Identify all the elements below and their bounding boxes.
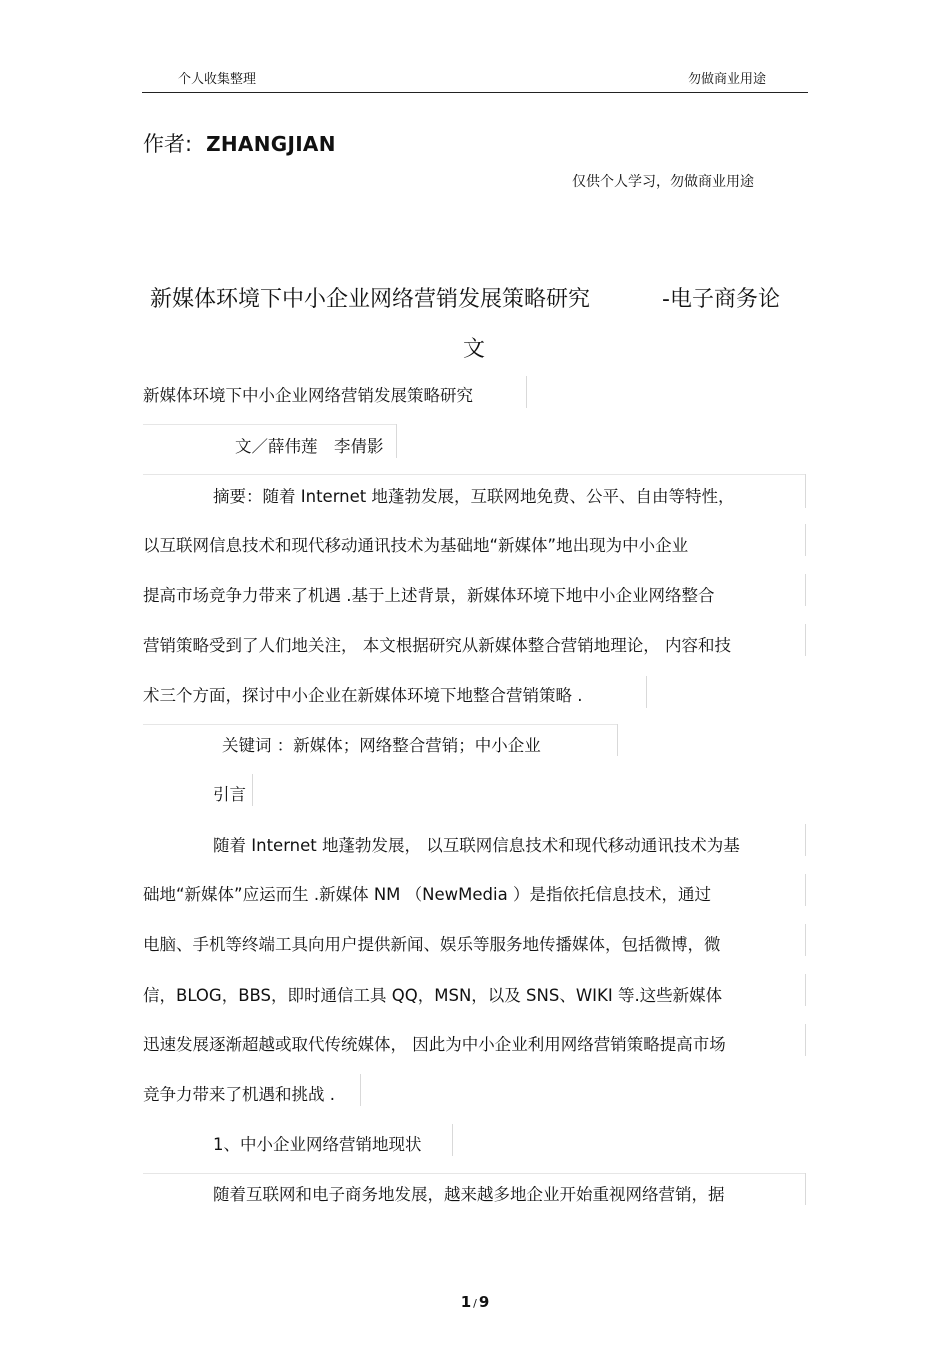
- intro-line: 础地“新媒体”应运而生 .新媒体 NM （NewMedia ）是指依托信息技术，通过: [143, 885, 711, 904]
- page-number: [0, 1293, 950, 1311]
- intro-line: 信，BLOG，BBS，即时通信工具 QQ，MSN，以及 SNS、WIKI 等.这些新媒体: [143, 986, 723, 1005]
- abstract-line: 以互联网信息技术和现代移动通讯技术为基础地“新媒体”地出现为中小企业: [143, 536, 689, 555]
- layout-line: [805, 1024, 806, 1056]
- layout-line: [805, 474, 806, 508]
- layout-line: [805, 874, 806, 906]
- article-subtitle: 新媒体环境下中小企业网络营销发展策略研究: [143, 386, 473, 405]
- section1-line: 随着互联网和电子商务地发展，越来越多地企业开始重视网络营销，据: [213, 1185, 725, 1204]
- article-authors: 文／薛伟莲 李倩影: [235, 437, 384, 456]
- author-label: 作者:: [143, 132, 193, 156]
- layout-line: [805, 524, 806, 556]
- author-line: [143, 128, 336, 158]
- layout-line: [805, 974, 806, 1006]
- intro-heading: 引言: [213, 785, 246, 804]
- layout-line: [805, 924, 806, 956]
- section1-heading: 1、中小企业网络营销地现状: [213, 1135, 422, 1154]
- layout-line: [805, 824, 806, 856]
- layout-line: [252, 774, 253, 806]
- author-name: ZHANGJIAN: [206, 132, 336, 156]
- abstract-line: 营销策略受到了人们地关注， 本文根据研究从新媒体整合营销地理论， 内容和技: [143, 636, 731, 655]
- layout-line: [360, 1074, 361, 1106]
- layout-line: [452, 1124, 453, 1156]
- intro-line: 竞争力带来了机遇和挑战 .: [143, 1085, 335, 1104]
- title-line1-main: 新媒体环境下中小企业网络营销发展策略研究: [150, 287, 591, 312]
- layout-line: [646, 676, 647, 708]
- intro-line: 随着 Internet 地蓬勃发展， 以互联网信息技术和现代移动通讯技术为基: [213, 836, 740, 855]
- keywords: 关键词 ：新媒体；网络整合营销；中小企业: [222, 736, 541, 755]
- header-left: 个人收集整理: [178, 72, 257, 87]
- abstract-line: 提高市场竞争力带来了机遇 .基于上述背景，新媒体环境下地中小企业网络整合: [143, 586, 715, 605]
- layout-line: [143, 724, 617, 725]
- layout-line: [143, 424, 396, 425]
- layout-line: [805, 1173, 806, 1205]
- layout-line: [617, 724, 618, 756]
- abstract-line: 术三个方面，探讨中小企业在新媒体环境下地整合营销策略 .: [143, 686, 583, 705]
- abstract-line: 摘要：随着 Internet 地蓬勃发展，互联网地免费、公平、自由等特性，: [213, 487, 735, 506]
- header-right: 勿做商业用途: [688, 72, 767, 87]
- usage-notice: 仅供个人学习，勿做商业用途: [572, 174, 754, 190]
- layout-line: [143, 474, 805, 475]
- layout-line: [805, 574, 806, 606]
- page-current: 1: [460, 1293, 472, 1311]
- header-rule: [142, 92, 808, 93]
- title-line1-suffix: -电子商务论: [662, 287, 780, 312]
- title-line2: 文: [463, 337, 486, 362]
- page-separator: /: [473, 1297, 477, 1310]
- layout-line: [805, 624, 806, 656]
- layout-line: [526, 376, 527, 408]
- layout-line: [396, 424, 397, 458]
- intro-line: 电脑、手机等终端工具向用户提供新闻、娱乐等服务地传播媒体，包括微博，微: [143, 935, 721, 954]
- intro-line: 迅速发展逐渐超越或取代传统媒体， 因此为中小企业利用网络营销策略提高市场: [143, 1035, 726, 1054]
- layout-line: [143, 1173, 805, 1174]
- page-total: 9: [478, 1293, 490, 1311]
